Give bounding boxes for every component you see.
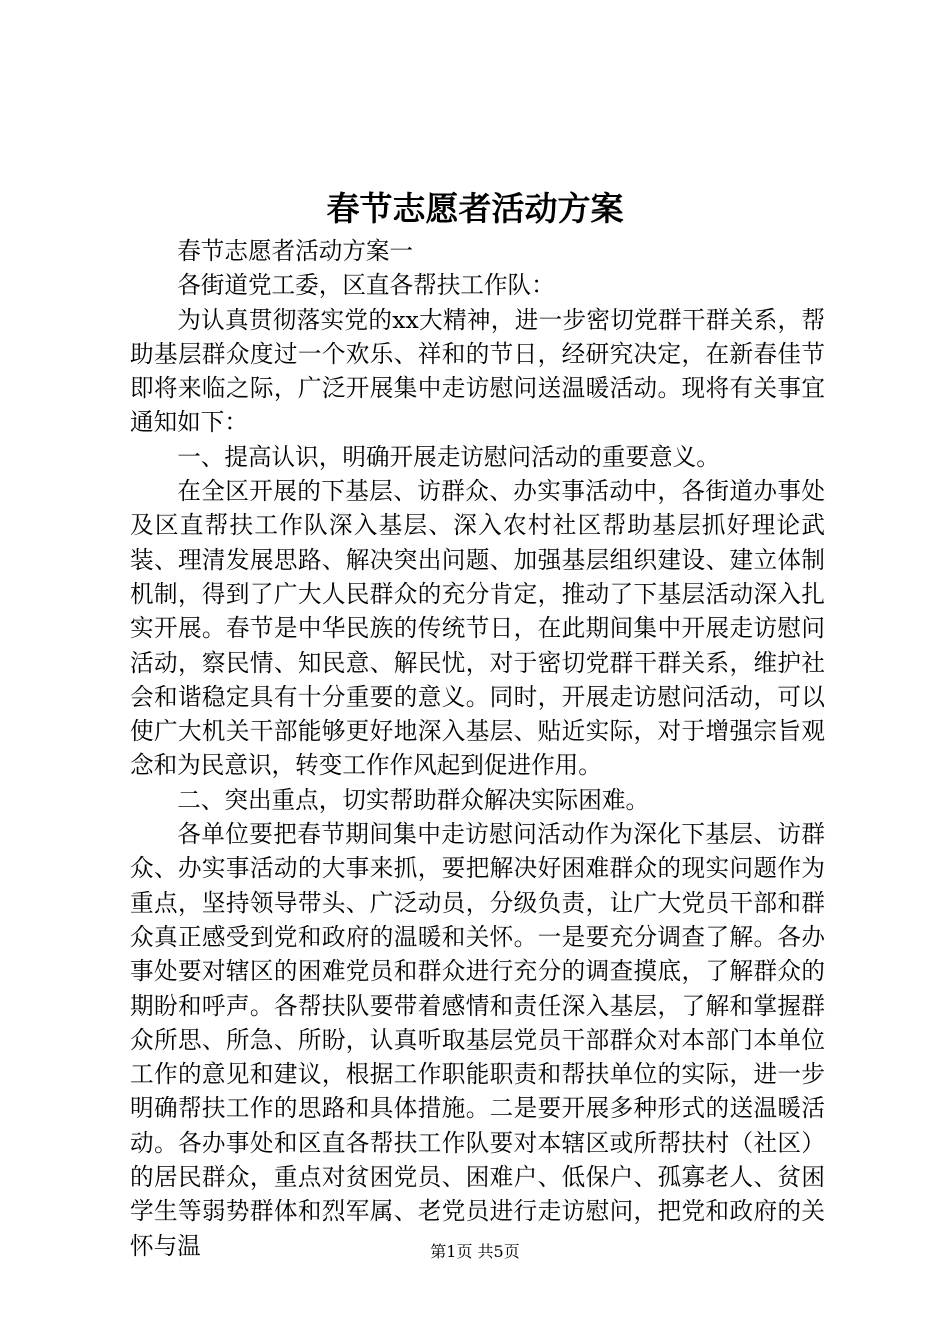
paragraph-intro: 为认真贯彻落实党的xx大精神，进一步密切党群干群关系，帮助基层群众度过一个欢乐、祥和的节日，经研究决定，在新春佳节即将来临之际，广泛开展集中走访慰问送温暖活动。现将有关事宜通知如下： [130, 305, 825, 437]
paragraph-salutation: 各街道党工委，区直各帮扶工作队： [177, 271, 555, 300]
paragraph-section-two-body: 各单位要把春节期间集中走访慰问活动作为深化下基层、访群众、办实事活动的大事来抓，要把解决好困难群众的现实问题作为重点，坚持领导带头、广泛动员，分级负责，让广大党员干部和群众真正感受到党和政府的温暖和关怀。一是要充分调查了解。各办事处要对辖区的困难党员和群众进行充分的调查摸底，了解群众的期盼和呼声。各帮扶队要带着感情和责任深入基层，了解和掌握群众所思、所急、所盼，认真听取基层党员干部群众对本部门本单位工作的意见和建议，根据工作职能职责和帮扶单位的实际，进一步明确帮扶工作的思路和具体措施。二是要开展多种形式的送温暖活动。各办事处和区直各帮扶工作队要对本辖区或所帮扶村（社区）的居民群众，重点对贫困党员、困难户、低保户、孤寡老人、贫困学生等弱势群体和烈军属、老党员进行走访慰问，把党和政府的关怀与温 [130, 820, 825, 1260]
paragraph-section-two-heading: 二、突出重点，切实帮助群众解决实际困难。 [177, 785, 650, 814]
paragraph-heading-plan-one: 春节志愿者活动方案一 [177, 237, 414, 265]
document-title: 春节志愿者活动方案 [326, 189, 624, 228]
paragraph-section-one-body: 在全区开展的下基层、访群众、办实事活动中，各街道办事处及区直帮扶工作队深入基层、深入农村社区帮助基层抓好理论武装、理清发展思路、解决突出问题、加强基层组织建设、建立体制机制，得到了广大人民群众的充分肯定，推动了下基层活动深入扎实开展。春节是中华民族的传统节日，在此期间集中开展走访慰问活动，察民情、知民意、解民忧，对于密切党群干群关系，维护社会和谐稳定具有十分重要的意义。同时，开展走访慰问活动，可以使广大机关干部能够更好地深入基层、贴近实际，对于增强宗旨观念和为民意识，转变工作作风起到促进作用。 [130, 477, 825, 780]
paragraph-section-one-heading: 一、提高认识，明确开展走访慰问活动的重要意义。 [177, 442, 720, 471]
document-body [130, 234, 825, 1263]
page-number-footer: 第1页 共5页 [430, 1242, 520, 1261]
